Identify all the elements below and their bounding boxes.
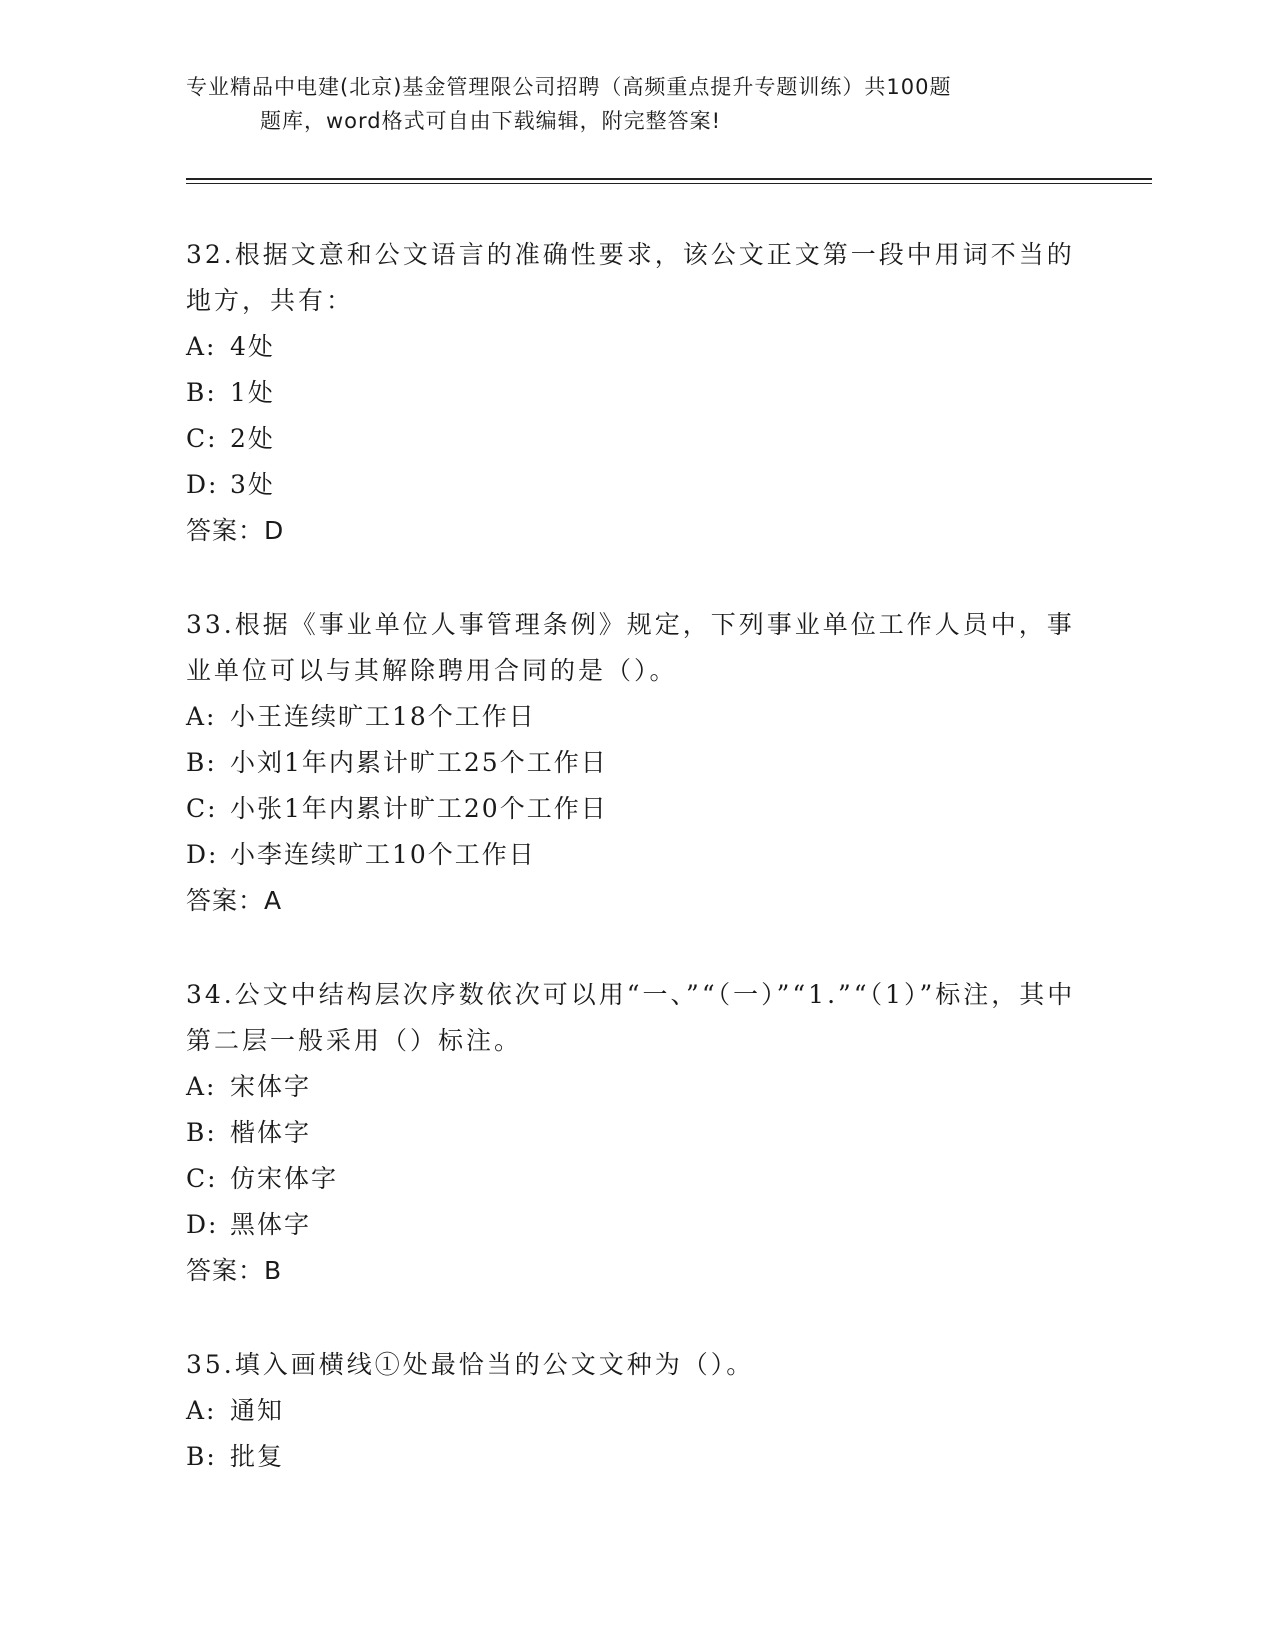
- document-title-line-1: 专业精品中电建(北京)基金管理限公司招聘（高频重点提升专题训练）共100题: [186, 75, 952, 99]
- option-key: D:: [186, 1210, 219, 1239]
- option-text: 1处: [230, 378, 275, 407]
- option-key: C:: [186, 424, 218, 453]
- option-key: D:: [186, 840, 219, 869]
- option-text: 4处: [230, 332, 275, 361]
- option-b: [186, 740, 1086, 786]
- document-header: [186, 70, 1066, 138]
- option-text: 通知: [230, 1396, 285, 1425]
- option-d: [186, 1202, 1086, 1248]
- option-b: [186, 1110, 1086, 1156]
- option-text: 宋体字: [230, 1072, 312, 1101]
- option-key: C:: [186, 1164, 218, 1193]
- question-35: [186, 1342, 1086, 1480]
- option-key: A:: [186, 332, 217, 361]
- option-text: 批复: [230, 1442, 285, 1471]
- question-33: [186, 602, 1086, 924]
- option-c: [186, 1156, 1086, 1202]
- question-list: [186, 232, 1086, 1528]
- option-text: 黑体字: [230, 1210, 312, 1239]
- option-key: B:: [186, 748, 217, 777]
- answer-text: 答案：D: [186, 516, 285, 545]
- option-text: 3处: [230, 470, 275, 499]
- option-text: 仿宋体字: [230, 1164, 339, 1193]
- option-a: [186, 324, 1086, 370]
- option-c: [186, 786, 1086, 832]
- option-d: [186, 462, 1086, 508]
- option-text: 小王连续旷工18个工作日: [230, 702, 536, 731]
- option-key: D:: [186, 470, 219, 499]
- option-a: [186, 1388, 1086, 1434]
- option-key: B:: [186, 378, 217, 407]
- option-a: [186, 694, 1086, 740]
- option-key: A:: [186, 702, 217, 731]
- question-text: 32.根据文意和公文语言的准确性要求，该公文正文第一段中用词不当的地方，共有：: [186, 240, 1075, 315]
- option-b: [186, 1434, 1086, 1480]
- option-key: B:: [186, 1118, 217, 1147]
- option-c: [186, 416, 1086, 462]
- option-text: 楷体字: [230, 1118, 312, 1147]
- document-title-line-2: 题库，word格式可自由下载编辑，附完整答案!: [260, 109, 722, 133]
- option-key: B:: [186, 1442, 217, 1471]
- option-key: C:: [186, 794, 218, 823]
- option-key: A:: [186, 1072, 217, 1101]
- question-34: [186, 972, 1086, 1294]
- option-key: A:: [186, 1396, 217, 1425]
- question-text: 34.公文中结构层次序数依次可以用“一、”“（一）”“1.”“（1）”标注，其中第二层一般采用（）标注。: [186, 980, 1076, 1055]
- option-text: 小刘1年内累计旷工25个工作日: [230, 748, 608, 777]
- option-d: [186, 832, 1086, 878]
- answer-text: 答案：A: [186, 886, 283, 915]
- option-text: 小李连续旷工10个工作日: [230, 840, 536, 869]
- option-a: [186, 1064, 1086, 1110]
- option-b: [186, 370, 1086, 416]
- option-text: 小张1年内累计旷工20个工作日: [230, 794, 608, 823]
- answer-text: 答案：B: [186, 1256, 283, 1285]
- header-divider: [186, 178, 1152, 184]
- option-text: 2处: [230, 424, 275, 453]
- question-32: [186, 232, 1086, 554]
- question-text: 35.填入画横线①处最恰当的公文文种为（）。: [186, 1350, 755, 1379]
- question-text: 33.根据《事业单位人事管理条例》规定，下列事业单位工作人员中，事业单位可以与其解除聘用合同的是（）。: [186, 610, 1075, 685]
